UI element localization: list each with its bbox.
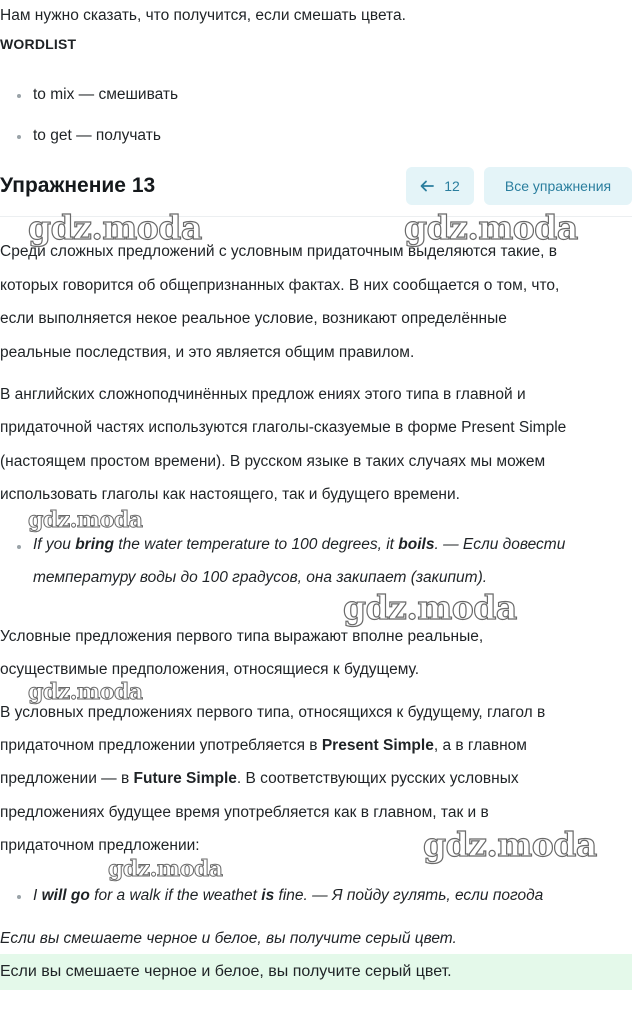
theory-line: Условные предложения первого типа выражают вполне реальные, <box>0 628 484 645</box>
theory-line: предложении — в Future Simple. В соответствующих русских условных <box>0 770 519 787</box>
watermark-logo: gdz.moda <box>28 208 202 247</box>
all-exercises-button[interactable]: Все упражнения <box>484 167 632 205</box>
watermark-logo: gdz.moda <box>28 507 143 533</box>
example-sentence-cont: температуру воды до 100 градусов, она закипает (закипит). <box>33 569 488 586</box>
answer-text: Если вы смешаете черное и белое, вы получите серый цвет. <box>0 963 452 980</box>
theory-line: В английских сложноподчинённых предлож ениях этого типа в главной и <box>0 386 526 403</box>
bullet-dot <box>17 94 21 98</box>
watermark-logo: gdz.moda <box>343 588 517 627</box>
watermark-logo: gdz.moda <box>108 856 223 882</box>
theory-line: использовать глаголы как настоящего, так и будущего времени. <box>0 486 460 503</box>
answer-box <box>0 954 632 990</box>
theory-line: осуществимые предположения, относящиеся к будущему. <box>0 661 420 678</box>
bullet-dot <box>17 895 21 899</box>
theory-line: которых говорится об общепризнанных фактах. В них сообщается о том, что, <box>0 277 560 294</box>
bullet-dot <box>17 135 21 139</box>
theory-line: реальные последствия, и это является общим правилом. <box>0 344 415 361</box>
arrow-left-icon <box>420 180 434 192</box>
intro-text: Нам нужно сказать, что получится, если смешать цвета. <box>0 7 406 24</box>
theory-line: придаточной частях используются глаголы-сказуемые в форме Present Simple <box>0 419 567 436</box>
wordlist-item: to get — получать <box>33 127 161 144</box>
wordlist-item: to mix — смешивать <box>33 86 179 103</box>
example-sentence: I will go for a walk if the weathet is fine. — Я пойду гулять, если погода <box>33 887 544 904</box>
watermark-logo: gdz.moda <box>404 208 578 247</box>
theory-line: предложениях будущее время употребляется как в главном, так и в <box>0 804 489 821</box>
wordlist-heading: WORDLIST <box>0 36 77 52</box>
watermark-logo: gdz.moda <box>423 825 597 864</box>
example-sentence: If you bring the water temperature to 100 degrees, it boils. — Если довести <box>33 536 566 553</box>
task-sentence: Если вы смешаете черное и белое, вы получите серый цвет. <box>0 930 457 947</box>
prev-exercise-number: 12 <box>444 178 460 194</box>
bullet-dot <box>17 545 21 549</box>
theory-line: (настоящем простом времени). В русском языке в таких случаях мы можем <box>0 453 546 470</box>
prev-exercise-button[interactable] <box>406 167 474 205</box>
watermark-logo: gdz.moda <box>28 679 143 705</box>
theory-line: придаточном предложении употребляется в Present Simple, а в главном <box>0 737 527 754</box>
theory-line: Среди сложных предложений с условным придаточным выделяются такие, в <box>0 243 557 260</box>
theory-line: В условных предложениях первого типа, относящихся к будущему, глагол в <box>0 704 546 721</box>
theory-line: придаточном предложении: <box>0 837 200 854</box>
theory-line: если выполняется некое реальное условие, возникают определённые <box>0 310 507 327</box>
exercise-title: Упражнение 13 <box>0 174 156 197</box>
